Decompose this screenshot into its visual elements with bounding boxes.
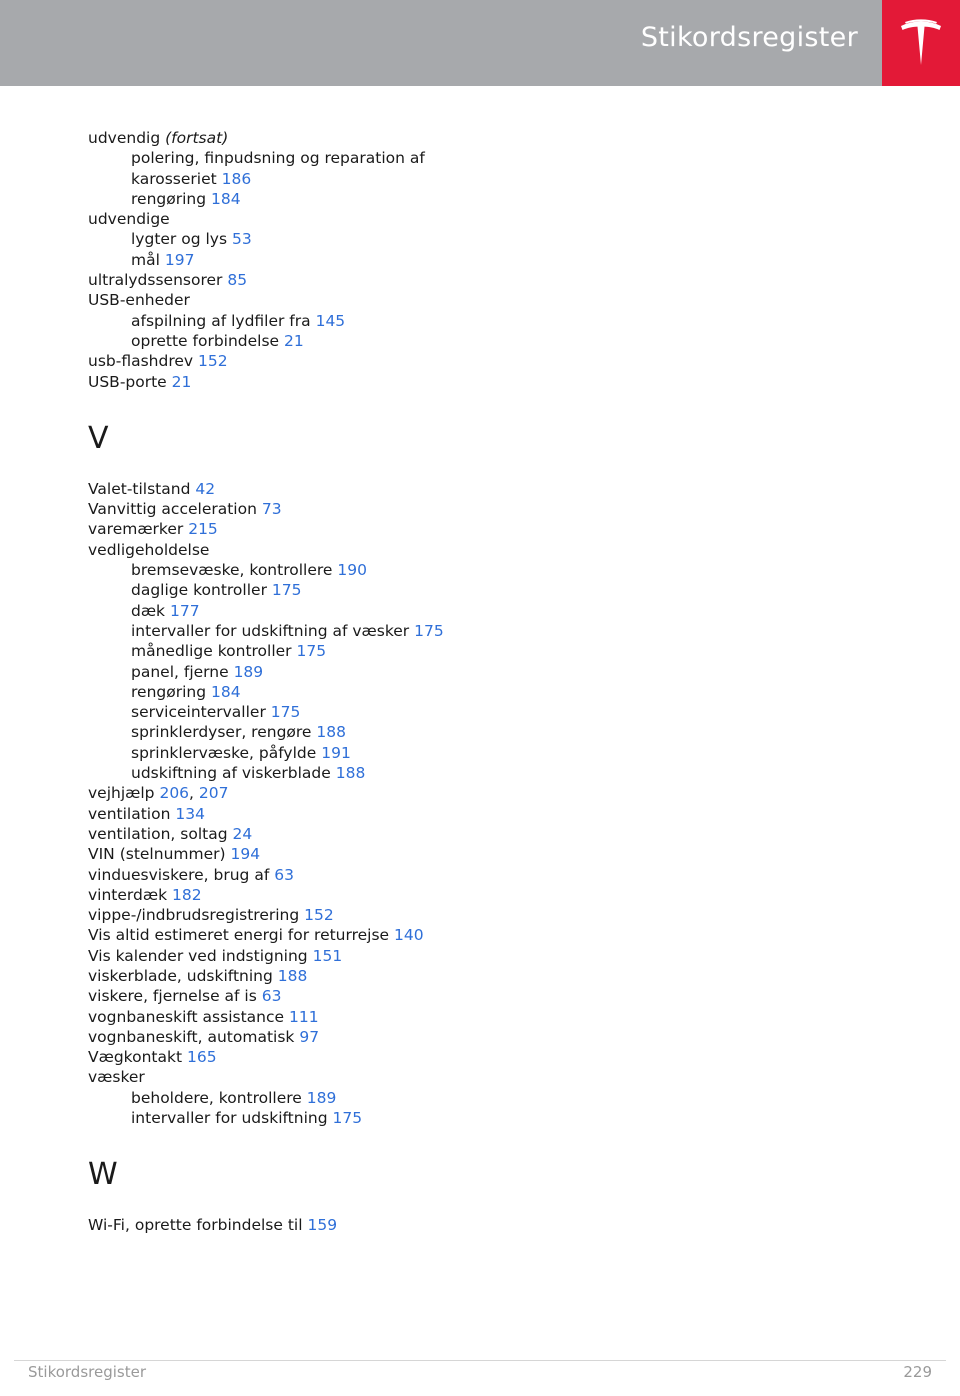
- entry-term: rengøring: [131, 189, 207, 208]
- index-entry: [88, 519, 888, 539]
- entry-term: intervaller for udskiftning: [131, 1109, 328, 1128]
- page-reference-link[interactable]: 190: [337, 561, 367, 580]
- entry-term: dæk: [131, 601, 166, 620]
- index-entry: [88, 270, 888, 290]
- entry-term: viskerblade, udskiftning: [88, 966, 273, 985]
- page-reference-link[interactable]: 63: [274, 865, 294, 884]
- page-reference-link[interactable]: 21: [284, 331, 304, 350]
- page-reference-link[interactable]: 73: [261, 500, 282, 519]
- index-subentry: [88, 560, 888, 580]
- index-subentry: [88, 682, 888, 702]
- entry-term: Valet-tilstand: [88, 479, 191, 498]
- entry-term: viskere, fjernelse af is: [88, 987, 257, 1006]
- page-reference-link[interactable]: 206: [159, 784, 190, 803]
- index-subentry: [88, 722, 888, 742]
- entry-term: Vanvittig acceleration: [88, 500, 257, 519]
- entry-term: vinduesviskere, brug af: [88, 865, 270, 884]
- page-header: [0, 0, 960, 86]
- page-reference-link[interactable]: 182: [172, 885, 202, 904]
- page-reference-link[interactable]: 134: [175, 804, 205, 823]
- index-entry: [88, 1067, 888, 1087]
- index-content: [88, 128, 888, 1236]
- page-reference-link[interactable]: 152: [304, 906, 334, 925]
- index-entry: [88, 1007, 888, 1027]
- tesla-logo-icon: [899, 19, 943, 67]
- index-entry: [88, 905, 888, 925]
- page-reference-link[interactable]: 184: [211, 189, 241, 208]
- page-reference-link[interactable]: 184: [211, 682, 241, 701]
- index-entry: [88, 844, 888, 864]
- page-reference-link[interactable]: 97: [299, 1027, 320, 1046]
- entry-term: USB-porte: [88, 372, 167, 391]
- index-entry: [88, 1215, 888, 1235]
- page-reference-link[interactable]: 24: [232, 824, 253, 843]
- index-subentry: [88, 702, 888, 722]
- index-subentry: [88, 169, 888, 189]
- index-subentry: [88, 580, 888, 600]
- page-reference-link[interactable]: 197: [164, 250, 195, 269]
- footer-divider: [14, 1360, 946, 1361]
- page-reference-link[interactable]: 85: [227, 271, 248, 290]
- page-reference-link[interactable]: 140: [394, 926, 424, 945]
- page-reference-link[interactable]: 159: [307, 1216, 338, 1235]
- page-reference-link[interactable]: 63: [261, 987, 282, 1006]
- page-reference-link[interactable]: 42: [195, 479, 216, 498]
- index-entry: [88, 1047, 888, 1067]
- index-subentry: [88, 250, 888, 270]
- entry-term: panel, fjerne: [131, 662, 229, 681]
- index-entry: [88, 290, 888, 310]
- index-entry: [88, 1027, 888, 1047]
- index-subentry: [88, 621, 888, 641]
- index-subentry: [88, 743, 888, 763]
- page-reference-link[interactable]: 175: [414, 621, 444, 640]
- entry-term: rengøring: [131, 682, 207, 701]
- entry-term: afspilning af lydfiler fra: [131, 311, 311, 330]
- entry-term: karosseriet: [131, 169, 217, 188]
- page-reference-link[interactable]: 175: [271, 581, 302, 600]
- page-reference-link[interactable]: 189: [306, 1088, 337, 1107]
- index-entry: [88, 804, 888, 824]
- entry-term: lygter og lys: [131, 230, 228, 249]
- entry-term: Vægkontakt: [88, 1048, 183, 1067]
- index-subentry: [88, 148, 888, 168]
- page-reference-link[interactable]: 177: [169, 601, 200, 620]
- page-reference-link[interactable]: 111: [289, 1007, 319, 1026]
- entry-term: bremsevæske, kontrollere: [131, 561, 333, 580]
- page-reference-link[interactable]: 186: [221, 169, 252, 188]
- page-reference-link[interactable]: 188: [316, 723, 346, 742]
- index-entry: [88, 986, 888, 1006]
- entry-term: ultralydssensorer: [88, 271, 223, 290]
- entry-term: daglige kontroller: [131, 581, 267, 600]
- index-subentry: [88, 662, 888, 682]
- entry-term: polering, finpudsning og reparation af: [131, 149, 425, 168]
- index-subentry: [88, 1088, 888, 1108]
- entry-term: vognbaneskift, automatisk: [88, 1027, 295, 1046]
- index-subentry: [88, 189, 888, 209]
- entry-term: sprinklerdyser, rengøre: [131, 723, 312, 742]
- index-entry: [88, 925, 888, 945]
- page-reference-link[interactable]: 21: [171, 372, 192, 391]
- entry-term: ventilation, soltag: [88, 824, 228, 843]
- entry-term: Vis altid estimeret energi for returrejse: [88, 926, 390, 945]
- page-reference-link[interactable]: 191: [321, 743, 351, 762]
- index-entry: [88, 966, 888, 986]
- page-reference-link[interactable]: 175: [332, 1109, 363, 1128]
- entry-term: oprette forbindelse: [131, 331, 280, 350]
- page-reference-link[interactable]: 152: [198, 352, 228, 371]
- index-entry: [88, 128, 888, 148]
- page-reference-link[interactable]: 207: [198, 784, 229, 803]
- index-entry: [88, 540, 888, 560]
- entry-term: vognbaneskift assistance: [88, 1007, 285, 1026]
- index-entry: [88, 946, 888, 966]
- page-reference-link[interactable]: 165: [186, 1048, 217, 1067]
- entry-term: vejhjælp: [88, 784, 155, 803]
- page-reference-link[interactable]: 189: [233, 662, 264, 681]
- entry-term: Vis kalender ved indstigning: [88, 946, 308, 965]
- section-letter: V: [88, 420, 109, 456]
- entry-term: udskiftning af viskerblade: [131, 764, 331, 783]
- logo-box: [882, 0, 960, 86]
- page-reference-link[interactable]: 53: [231, 230, 252, 249]
- page-reference-link[interactable]: 175: [270, 703, 301, 722]
- entry-term: Wi-Fi, oprette forbindelse til: [88, 1216, 303, 1235]
- entry-term: ventilation: [88, 804, 171, 823]
- entry-term: serviceintervaller: [131, 703, 266, 722]
- index-subentry: [88, 311, 888, 331]
- entry-term: VIN (stelnummer): [88, 845, 226, 864]
- page-reference-link[interactable]: 151: [312, 946, 343, 965]
- entry-term: usb-flashdrev: [88, 352, 194, 371]
- entry-term: udvendige: [88, 210, 170, 229]
- index-entry: [88, 209, 888, 229]
- index-entry: [88, 824, 888, 844]
- entry-term: udvendig: [88, 129, 161, 147]
- entry-term: vinterdæk: [88, 885, 168, 904]
- entry-term: vedligeholdelse: [88, 540, 210, 559]
- entry-note: (fortsat): [165, 129, 229, 147]
- entry-term: væsker: [88, 1068, 145, 1087]
- entry-term: USB-enheder: [88, 291, 190, 310]
- page-number: 229: [903, 1363, 932, 1381]
- page-reference-link[interactable]: 188: [277, 966, 308, 985]
- index-subentry: [88, 331, 888, 351]
- page-reference-link[interactable]: 215: [188, 520, 218, 539]
- index-subentry: [88, 601, 888, 621]
- index-subentry: [88, 229, 888, 249]
- entry-term: mål: [131, 250, 160, 269]
- page-reference-link[interactable]: 175: [296, 642, 327, 661]
- header-title: Stikordsregister: [640, 22, 858, 53]
- index-entry: [88, 372, 888, 392]
- entry-term: varemærker: [88, 520, 184, 539]
- index-entry: [88, 865, 888, 885]
- entry-term: månedlige kontroller: [131, 642, 292, 661]
- entry-term: vippe-/indbrudsregistrering: [88, 906, 300, 925]
- page-reference-link[interactable]: 194: [230, 845, 261, 864]
- index-entry: [88, 479, 888, 499]
- index-entry: vejhjælp 206, 207: [88, 784, 229, 803]
- index-subentry: [88, 641, 888, 661]
- index-subentry: [88, 763, 888, 783]
- entry-term: intervaller for udskiftning af væsker: [131, 621, 410, 640]
- index-entry: [88, 885, 888, 905]
- page-reference-link[interactable]: 188: [335, 764, 366, 783]
- footer-section-label: Stikordsregister: [28, 1363, 146, 1381]
- entry-term: beholdere, kontrollere: [131, 1088, 302, 1107]
- entry-term: sprinklervæske, påfylde: [131, 743, 317, 762]
- index-entry: [88, 499, 888, 519]
- section-letter: W: [88, 1157, 118, 1193]
- index-subentry: [88, 1108, 888, 1128]
- index-entry: [88, 351, 888, 371]
- page-reference-link[interactable]: 145: [315, 311, 346, 330]
